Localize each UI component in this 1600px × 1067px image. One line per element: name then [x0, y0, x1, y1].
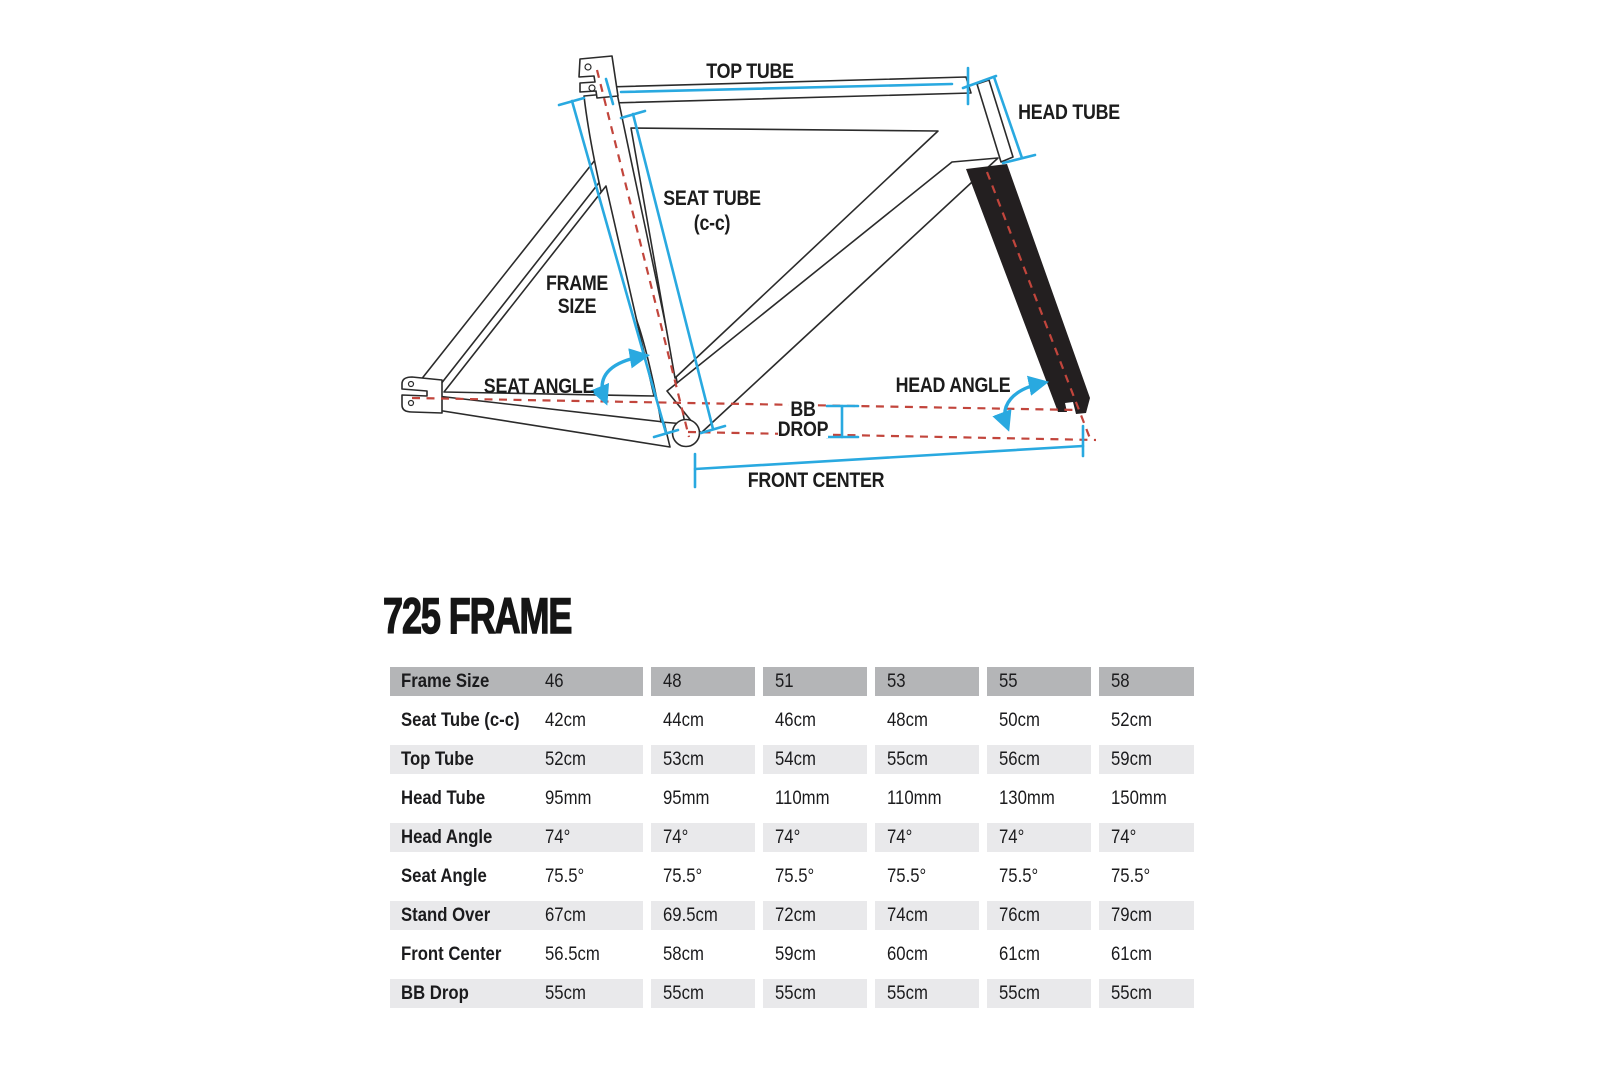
row-header-cell — [390, 823, 643, 852]
value-cell — [763, 784, 867, 813]
label-front-center — [748, 469, 885, 493]
value-cell — [763, 979, 867, 1008]
value-cell — [1099, 823, 1194, 852]
label-bb-drop-2 — [778, 418, 829, 442]
cell-value: 53 — [887, 671, 906, 692]
cell-value: 74cm — [887, 905, 928, 926]
label-head-angle — [896, 374, 1011, 398]
page-title: 725 FRAME — [383, 588, 572, 644]
label-frame-size-2 — [558, 295, 597, 319]
svg-text:HEAD TUBE: HEAD TUBE — [1018, 100, 1120, 125]
row-label: Frame Size — [401, 671, 490, 692]
head-angle-arrow — [1005, 383, 1043, 426]
cell-value: 44cm — [663, 710, 704, 731]
cell-value: 75.5° — [775, 866, 815, 887]
row-header-cell — [390, 784, 643, 813]
rear-dropout-shape — [402, 377, 442, 413]
value-cell — [651, 745, 755, 774]
row-header-cell — [390, 901, 643, 930]
value-cell — [651, 901, 755, 930]
table-row — [390, 940, 1194, 969]
cell-value: 55 — [999, 671, 1018, 692]
cell-value: 75.5° — [887, 866, 927, 887]
svg-text:FRONT CENTER: FRONT CENTER — [747, 468, 885, 493]
value-cell — [763, 823, 867, 852]
value-cell — [651, 706, 755, 735]
cell-value: 52cm — [1111, 710, 1152, 731]
cell-value: 75.5° — [1111, 866, 1151, 887]
value-cell — [651, 979, 755, 1008]
value-cell — [763, 745, 867, 774]
row-label: Top Tube — [401, 749, 474, 770]
svg-text:FRAME: FRAME — [545, 271, 609, 296]
value-cell — [763, 706, 867, 735]
cell-value: 56cm — [999, 749, 1040, 770]
cell-value: 110mm — [887, 788, 942, 809]
cell-value: 58 — [1111, 671, 1130, 692]
value-cell — [1099, 667, 1194, 696]
cell-value: 55cm — [887, 983, 928, 1004]
cell-value: 42cm — [545, 710, 586, 731]
svg-text:HEAD ANGLE: HEAD ANGLE — [895, 373, 1011, 398]
cell-value: 55cm — [663, 983, 704, 1004]
value-cell — [987, 901, 1091, 930]
table-row — [390, 706, 1194, 735]
cell-value: 69.5cm — [663, 905, 718, 926]
label-head-tube — [1018, 101, 1120, 125]
head-tube-shape — [977, 80, 1013, 162]
table-row — [390, 901, 1194, 930]
value-cell — [875, 667, 979, 696]
cell-value: 53cm — [663, 749, 704, 770]
value-cell — [1099, 784, 1194, 813]
cell-value: 74° — [1111, 827, 1137, 848]
value-cell — [987, 667, 1091, 696]
cell-value: 55cm — [887, 749, 928, 770]
table-row — [390, 862, 1194, 891]
cell-value: 76cm — [999, 905, 1040, 926]
table-row — [390, 784, 1194, 813]
cell-value: 72cm — [775, 905, 816, 926]
row-label: Front Center — [401, 944, 502, 965]
value-cell — [987, 706, 1091, 735]
clamp-bolt — [589, 85, 595, 91]
value-cell — [1099, 862, 1194, 891]
cell-value: 56.5cm — [545, 944, 600, 965]
value-cell — [651, 940, 755, 969]
value-cell — [1099, 706, 1194, 735]
value-cell — [987, 784, 1091, 813]
value-cell — [875, 706, 979, 735]
value-cell — [875, 901, 979, 930]
value-cell — [875, 979, 979, 1008]
value-cell — [1099, 745, 1194, 774]
row-label: Stand Over — [401, 905, 491, 926]
table-header-row — [390, 667, 1194, 696]
value-cell — [651, 823, 755, 852]
cell-value: 110mm — [775, 788, 830, 809]
table-row — [390, 823, 1194, 852]
svg-text:SEAT TUBE: SEAT TUBE — [663, 186, 761, 211]
row-header-cell — [390, 706, 643, 735]
geometry-table — [390, 667, 1194, 1018]
cell-value: 55cm — [999, 983, 1040, 1004]
svg-text:SIZE: SIZE — [557, 294, 597, 319]
row-label: Head Angle — [401, 827, 493, 848]
cell-value: 75.5° — [663, 866, 703, 887]
value-cell — [763, 940, 867, 969]
value-cell — [651, 862, 755, 891]
table-row — [390, 979, 1194, 1008]
cell-value: 75.5° — [545, 866, 585, 887]
row-header-cell — [390, 862, 643, 891]
cell-value: 46cm — [775, 710, 816, 731]
row-label: Head Tube — [401, 788, 486, 809]
cell-value: 55cm — [545, 983, 586, 1004]
value-cell — [875, 862, 979, 891]
bb-level-axis — [688, 432, 1096, 440]
value-cell — [875, 745, 979, 774]
row-label: Seat Angle — [401, 866, 487, 887]
value-cell — [651, 784, 755, 813]
cell-value: 61cm — [1111, 944, 1152, 965]
svg-text:DROP: DROP — [777, 417, 829, 442]
cell-value: 95mm — [663, 788, 710, 809]
label-seat-tube — [663, 187, 761, 211]
value-cell — [987, 823, 1091, 852]
row-header-cell — [390, 940, 643, 969]
value-cell — [763, 862, 867, 891]
cell-value: 67cm — [545, 905, 586, 926]
cell-value: 59cm — [775, 944, 816, 965]
cell-value: 130mm — [999, 788, 1055, 809]
label-frame-size — [546, 272, 608, 296]
value-cell — [763, 667, 867, 696]
cell-value: 150mm — [1111, 788, 1167, 809]
cell-value: 95mm — [545, 788, 592, 809]
row-label: Seat Tube (c-c) — [401, 710, 520, 731]
cell-value: 48 — [663, 671, 682, 692]
value-cell — [1099, 979, 1194, 1008]
chain-stay-shape — [424, 396, 670, 447]
value-cell — [763, 901, 867, 930]
cell-value: 79cm — [1111, 905, 1152, 926]
row-header-cell — [390, 745, 643, 774]
cell-value: 74° — [999, 827, 1025, 848]
value-cell — [987, 862, 1091, 891]
label-seat-tube-cc — [694, 212, 730, 236]
value-cell — [1099, 901, 1194, 930]
cell-value: 46 — [545, 671, 564, 692]
cell-value: 74° — [887, 827, 913, 848]
value-cell — [875, 784, 979, 813]
row-label: BB Drop — [401, 983, 469, 1004]
label-top-tube — [706, 60, 794, 84]
cell-value: 74° — [775, 827, 801, 848]
value-cell — [875, 823, 979, 852]
cell-value: 75.5° — [999, 866, 1039, 887]
value-cell — [651, 667, 755, 696]
value-cell — [987, 940, 1091, 969]
clamp-bolt — [585, 64, 591, 70]
cell-value: 51 — [775, 671, 794, 692]
svg-text:(c-c): (c-c) — [693, 211, 731, 236]
cell-value: 52cm — [545, 749, 586, 770]
svg-text:TOP TUBE: TOP TUBE — [706, 59, 794, 84]
cell-value: 55cm — [775, 983, 816, 1004]
front-center-dim — [695, 446, 1083, 469]
svg-text:BB: BB — [790, 397, 816, 422]
cell-value: 59cm — [1111, 749, 1152, 770]
dropout-bolt — [409, 401, 414, 406]
row-header-cell — [390, 667, 643, 696]
cell-value: 55cm — [1111, 983, 1152, 1004]
cell-value: 58cm — [663, 944, 704, 965]
cell-value: 48cm — [887, 710, 928, 731]
dropout-bolt — [409, 382, 414, 387]
value-cell — [1099, 940, 1194, 969]
cell-value: 74° — [545, 827, 571, 848]
cell-value: 50cm — [999, 710, 1040, 731]
value-cell — [987, 979, 1091, 1008]
row-header-cell — [390, 979, 643, 1008]
table-row — [390, 745, 1194, 774]
value-cell — [875, 940, 979, 969]
cell-value: 61cm — [999, 944, 1040, 965]
label-seat-angle — [484, 375, 595, 399]
value-cell — [987, 745, 1091, 774]
cell-value: 74° — [663, 827, 689, 848]
svg-text:SEAT ANGLE: SEAT ANGLE — [483, 374, 595, 399]
cell-value: 54cm — [775, 749, 816, 770]
cell-value: 60cm — [887, 944, 928, 965]
